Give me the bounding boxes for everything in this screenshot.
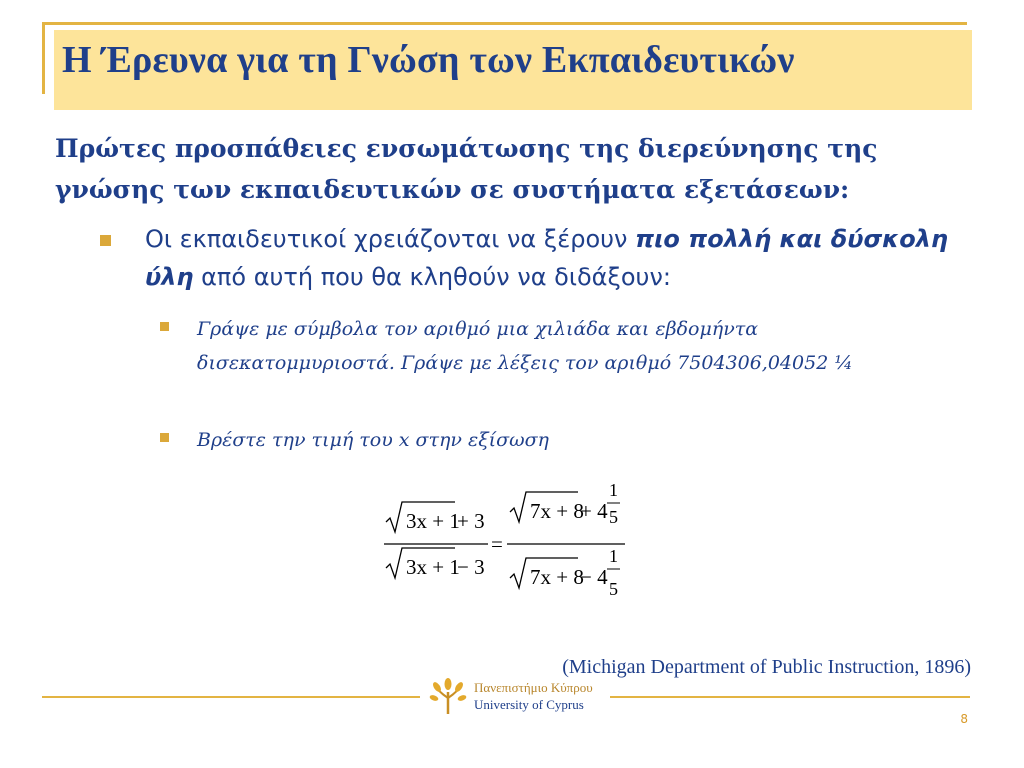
equation [380,478,640,613]
main-bullet-emphasis: πιο πολλή και δύσκολη ύλη [145,225,948,291]
main-bullet-text [145,220,980,296]
mixed-fraction-numerator: 1 [609,480,618,500]
page-number: 8 [960,712,968,726]
rhs-num-tail: + 4 [580,499,608,523]
citation: (Michigan Department of Public Instruction, 1896) [562,656,971,678]
title-frame-top-line [42,22,967,25]
olive-branch-logo-icon [428,676,468,716]
equals-sign: = [491,532,503,556]
main-bullet-text-before: Οι εκπαιδευτικοί χρειάζονται να ξέρουν [145,225,636,253]
title-frame-left-line [42,22,45,94]
lhs-num-radicand: 3x + 1 [406,509,460,533]
sub-bullet-text: Γράψε με σύμβολα τον αριθμό μια χιλιάδα και εβδομήντα δισεκατομμυριοστά. Γράψε με λέξεις τον αριθμό 7504306,04052 ¼ [197,318,853,374]
mixed-fraction-numerator: 1 [609,546,618,566]
lhs-den-radicand: 3x + 1 [406,555,460,579]
rhs-den-radicand: 7x + 8 [530,565,584,589]
equation-graphic [380,478,640,613]
sub-bullet-text: Βρέστε την τιμή του x στην εξίσωση [197,429,549,451]
intro-text: Πρώτες προσπάθειες ενσωμάτωσης της διερεύνησης της γνώσης των εκπαιδευτικών σε συστήματα εξετάσεων: [55,134,878,204]
university-logo [428,676,618,720]
rhs-den-tail: − 4 [580,565,608,589]
bullet-square-icon [100,235,111,246]
footer-rule-right [610,696,970,698]
main-bullet [100,220,980,296]
mixed-fraction-denominator: 5 [609,507,618,527]
bullet-square-icon [160,433,169,442]
main-bullet-text-after: από αυτή που θα κληθούν να διδάξουν: [193,263,671,291]
logo-greek-name: Πανεπιστήμιο Κύπρου [474,680,593,695]
lhs-num-tail: + 3 [457,509,485,533]
sub-bullet-numbers [160,312,940,380]
bullet-square-icon [160,322,169,331]
logo-english-name: University of Cyprus [474,697,584,712]
slide-title: Η Έρευνα για τη Γνώση των Εκπαιδευτικών [62,39,795,81]
rhs-num-radicand: 7x + 8 [530,499,584,523]
lhs-den-tail: − 3 [457,555,485,579]
footer-rule-left [42,696,420,698]
sub-bullet-equation [160,423,940,457]
mixed-fraction-denominator: 5 [609,579,618,599]
